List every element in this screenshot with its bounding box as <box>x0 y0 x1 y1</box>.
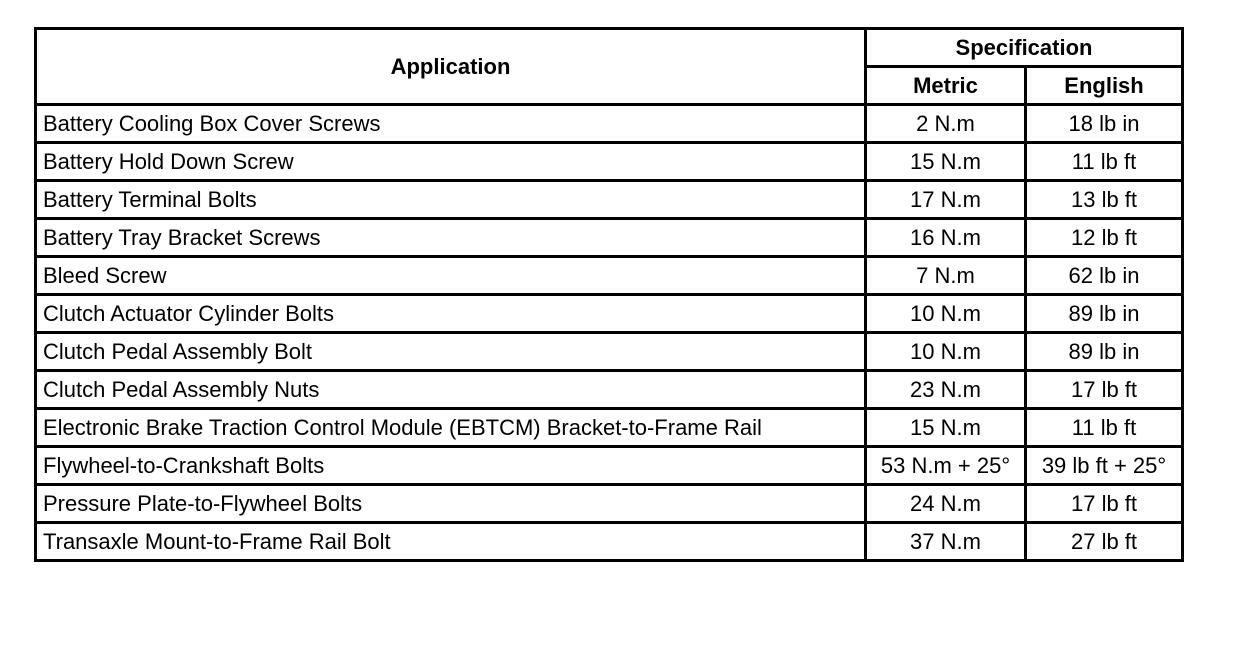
application-cell: Bleed Screw <box>36 257 866 295</box>
metric-cell: 53 N.m + 25° <box>866 447 1026 485</box>
english-cell: 89 lb in <box>1026 333 1183 371</box>
english-cell: 27 lb ft <box>1026 523 1183 561</box>
metric-cell: 23 N.m <box>866 371 1026 409</box>
english-cell: 89 lb in <box>1026 295 1183 333</box>
application-header: Application <box>36 29 866 105</box>
application-cell: Transaxle Mount-to-Frame Rail Bolt <box>36 523 866 561</box>
table-row <box>36 409 1183 447</box>
metric-cell: 15 N.m <box>866 409 1026 447</box>
torque-specification-table <box>34 27 1184 562</box>
application-cell: Battery Tray Bracket Screws <box>36 219 866 257</box>
table-row <box>36 523 1183 561</box>
english-cell: 13 lb ft <box>1026 181 1183 219</box>
application-cell: Electronic Brake Traction Control Module (EBTCM) Bracket-to-Frame Rail <box>36 409 866 447</box>
english-cell: 17 lb ft <box>1026 371 1183 409</box>
metric-cell: 2 N.m <box>866 105 1026 143</box>
english-cell: 11 lb ft <box>1026 143 1183 181</box>
english-cell: 62 lb in <box>1026 257 1183 295</box>
table-body <box>36 105 1183 561</box>
application-cell: Clutch Pedal Assembly Nuts <box>36 371 866 409</box>
table-row <box>36 181 1183 219</box>
english-cell: 12 lb ft <box>1026 219 1183 257</box>
metric-cell: 17 N.m <box>866 181 1026 219</box>
table-row <box>36 143 1183 181</box>
english-cell: 39 lb ft + 25° <box>1026 447 1183 485</box>
application-cell: Pressure Plate-to-Flywheel Bolts <box>36 485 866 523</box>
english-cell: 17 lb ft <box>1026 485 1183 523</box>
metric-cell: 15 N.m <box>866 143 1026 181</box>
metric-cell: 24 N.m <box>866 485 1026 523</box>
metric-header: Metric <box>866 67 1026 105</box>
table-row <box>36 447 1183 485</box>
application-cell: Flywheel-to-Crankshaft Bolts <box>36 447 866 485</box>
table-row <box>36 333 1183 371</box>
specification-header: Specification <box>866 29 1183 67</box>
metric-cell: 10 N.m <box>866 295 1026 333</box>
application-cell: Clutch Pedal Assembly Bolt <box>36 333 866 371</box>
table-row <box>36 295 1183 333</box>
table-row <box>36 257 1183 295</box>
metric-cell: 7 N.m <box>866 257 1026 295</box>
english-header: English <box>1026 67 1183 105</box>
metric-cell: 16 N.m <box>866 219 1026 257</box>
metric-cell: 10 N.m <box>866 333 1026 371</box>
application-cell: Battery Hold Down Screw <box>36 143 866 181</box>
table-row <box>36 219 1183 257</box>
metric-cell: 37 N.m <box>866 523 1026 561</box>
application-cell: Clutch Actuator Cylinder Bolts <box>36 295 866 333</box>
table-row <box>36 485 1183 523</box>
table-row <box>36 105 1183 143</box>
table-row <box>36 371 1183 409</box>
english-cell: 11 lb ft <box>1026 409 1183 447</box>
english-cell: 18 lb in <box>1026 105 1183 143</box>
application-cell: Battery Cooling Box Cover Screws <box>36 105 866 143</box>
application-cell: Battery Terminal Bolts <box>36 181 866 219</box>
